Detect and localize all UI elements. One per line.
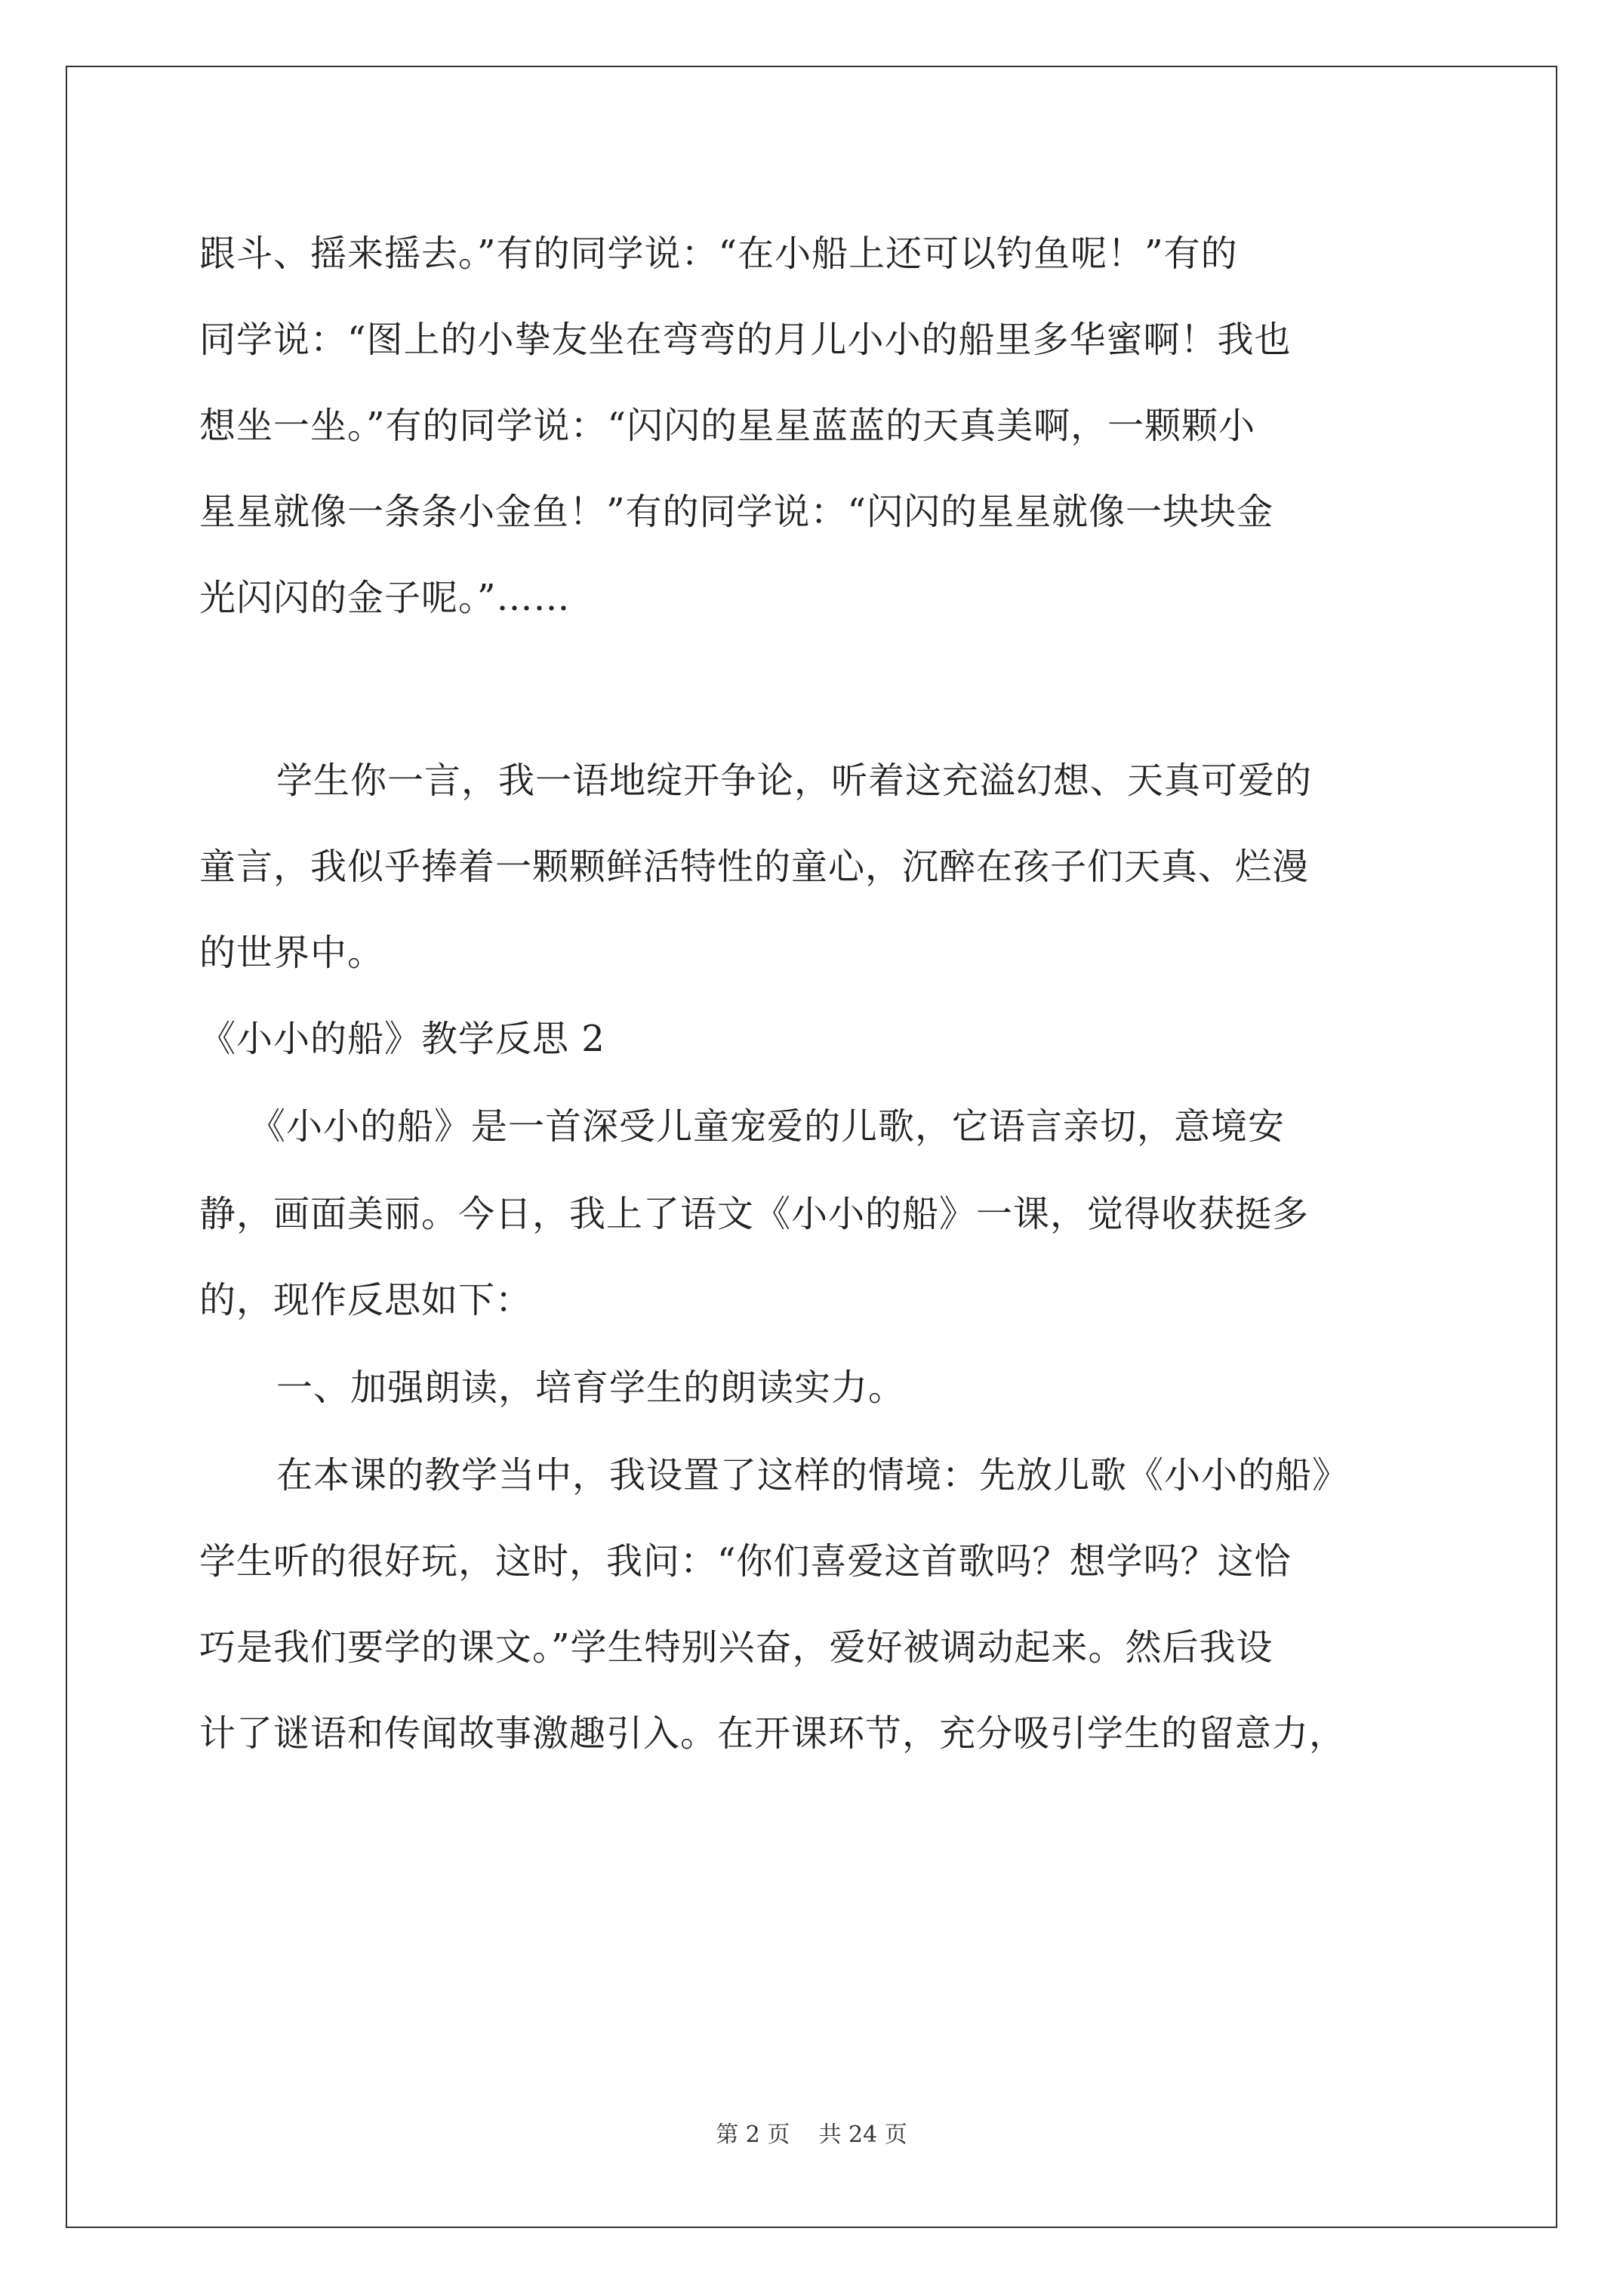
text-line-8: 的世界中。 <box>199 932 385 974</box>
text-line-17: 计了谜语和传闻故事激趣引入。在开课环节，充分吸引学生的留意力， <box>199 1712 1347 1755</box>
paragraph-indent-line: 在本课的教学当中，我设置了这样的情境：先放儿歌《小小的船》 <box>276 1454 1350 1496</box>
text-line-3: 想坐一坐。”有的同学说：“闪闪的星星蓝蓝的天真美啊，一颗颗小 <box>199 405 1256 447</box>
text-line-12: 的，现作反思如下： <box>199 1279 533 1321</box>
text-line-7: 童言，我似乎捧着一颗颗鲜活特性的童心，沉醉在孩子们天真、烂漫 <box>199 846 1310 888</box>
section-heading: 《小小的船》教学反思 2 <box>199 1018 605 1060</box>
text-line-4: 星星就像一条条小金鱼！”有的同学说：“闪闪的星星就像一块块金 <box>199 491 1274 533</box>
text-line-15: 学生听的很好玩，这时，我问：“你们喜爱这首歌吗？想学吗？这恰 <box>199 1540 1292 1583</box>
page-number-footer: 第 2 页 共 24 页 <box>716 2122 907 2148</box>
text-line-2: 同学说：“图上的小挚友坐在弯弯的月儿小小的船里多华蜜啊！我也 <box>199 319 1292 361</box>
paragraph-indent-line: 《小小的船》是一首深受儿童宠爱的儿歌，它语言亲切，意境安 <box>249 1105 1286 1148</box>
subheading-line: 一、加强朗读，培育学生的朗读实力。 <box>276 1367 906 1409</box>
text-line-1: 跟斗、摇来摇去。”有的同学说：“在小船上还可以钓鱼呢！”有的 <box>199 233 1238 275</box>
text-line-11: 静，画面美丽。今日，我上了语文《小小的船》一课，觉得收获挺多 <box>199 1193 1310 1235</box>
text-line-16: 巧是我们要学的课文。”学生特别兴奋，爱好被调动起来。然后我设 <box>199 1626 1273 1669</box>
text-line-5: 光闪闪的金子呢。”…… <box>199 577 571 619</box>
paragraph-indent-line: 学生你一言，我一语地绽开争论，听着这充溢幻想、天真可爱的 <box>276 760 1313 802</box>
